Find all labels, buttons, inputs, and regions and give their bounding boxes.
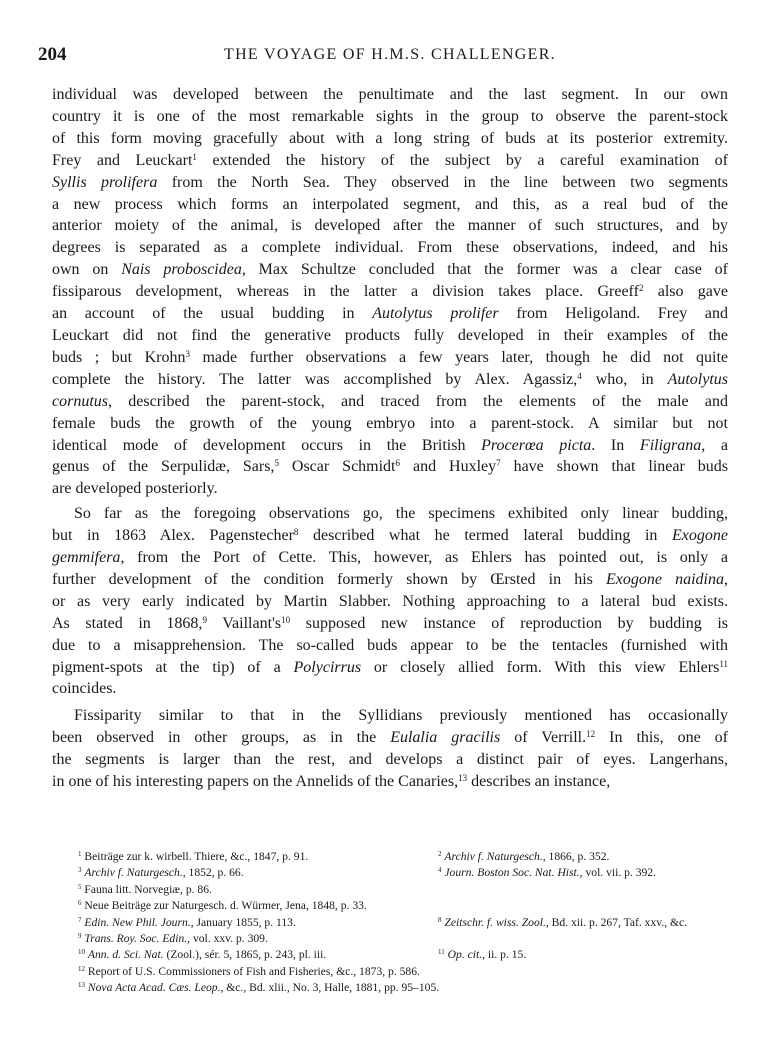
text-line: Syllis prolifera from the North Sea. They observed in the line between two segments — [52, 173, 728, 191]
text-line: in one of his interesting papers on the Annelids of the Canaries,$^{13}$ describes an instance, — [52, 773, 611, 791]
footnotes — [78, 849, 728, 997]
footnote-ref: 10 — [78, 948, 85, 957]
footnote: $^8$ Zeitschr. f. wiss. Zool., Bd. xii. p. 267, Taf. xxv., &c. — [438, 915, 688, 929]
footnote-ref: 11 — [719, 658, 728, 669]
text-line: genus of the Serpulidæ, Sars,$^5$ Oscar Schmidt$^6$ and Huxley$^7$ have shown that linear buds — [52, 458, 729, 476]
running-title: THE VOYAGE OF H.M.S. CHALLENGER. — [224, 46, 556, 63]
footnote-ref: 7 — [496, 458, 501, 469]
text-line: a new process which forms an interpolated segment, and this, as a real bud of the — [52, 195, 728, 213]
text-line: own on Nais proboscidea, Max Schultze concluded that the former was a clear case of — [52, 261, 728, 279]
text-line: are developed posteriorly. — [52, 480, 218, 498]
footnote-ref: 3 — [185, 348, 190, 359]
italic-text: Nova Acta Acad. Cæs. Leop. — [87, 981, 221, 995]
footnote: $^4$ Journ. Boston Soc. Nat. Hist., vol. vii. p. 392. — [438, 866, 656, 880]
footnote: $^{13}$ Nova Acta Acad. Cæs. Leop., &c., Bd. xlii., No. 3, Halle, 1881, pp. 95–105. — [78, 981, 440, 995]
footnote-row — [78, 980, 728, 996]
paragraph — [52, 705, 728, 793]
footnote: $^{11}$ Op. cit., ii. p. 15. — [438, 948, 527, 962]
text-line: fissiparous development, whereas in the latter a division takes place. Greeff$^2$ also gave — [52, 283, 729, 301]
text-line: Fissiparity similar to that in the Syllidians previously mentioned has occasionally — [74, 707, 728, 725]
text-line: or as very early indicated by Martin Slabber. Nothing approaching to a lateral bud exists. — [52, 592, 728, 610]
italic-text: Journ. Boston Soc. Nat. Hist. — [444, 866, 580, 880]
paragraph — [52, 503, 728, 700]
body-text — [52, 84, 728, 793]
page-number: 204 — [38, 44, 67, 65]
italic-text: Zeitschr. f. wiss. Zool. — [444, 915, 546, 929]
text-line: due to a misapprehension. The so-called buds appear to be the tentacles (furnished with — [52, 636, 728, 654]
text-line: individual was developed between the penultimate and the last segment. In our own — [52, 86, 728, 103]
italic-text: Ann. d. Sci. Nat. — [87, 948, 164, 962]
italic-text: Nais proboscidea — [121, 261, 242, 279]
text-line: pigment-spots at the tip) of a Polycirrus or closely allied form. With this view Ehlers$^{11}$ — [52, 658, 728, 676]
footnote-ref: 1 — [192, 151, 197, 162]
footnote: $^2$ Archiv f. Naturgesch., 1866, p. 352. — [438, 850, 610, 863]
italic-text: Trans. Roy. Soc. Edin. — [84, 931, 188, 945]
footnote-row — [78, 882, 728, 898]
text-line: the segments is larger than the rest, and develops a distinct pair of eyes. Langerhans, — [52, 751, 728, 769]
footnote: $^9$ Trans. Roy. Soc. Edin., vol. xxv. p. 309. — [78, 931, 268, 945]
italic-text: Op. cit. — [447, 948, 483, 962]
footnote-ref: 2 — [438, 850, 442, 858]
italic-text: Eulalia gracilis — [390, 729, 501, 747]
text-line: As stated in 1868,$^9$ $Vaillant's^{10}$ supposed new instance of reproduction by budding is — [52, 614, 729, 632]
text-line: anterior moiety of the animal, is developed after the manner of such structures, and by — [52, 217, 728, 235]
text-line: So far as the foregoing observations go, the specimens exhibited only linear budding, — [74, 505, 728, 523]
footnote-ref: 5 — [78, 882, 82, 891]
footnote-ref: 8 — [293, 527, 299, 538]
footnote-ref: 12 — [586, 729, 596, 740]
footnote-ref: 13 — [78, 981, 85, 990]
footnote: $^1$ Beiträge zur k. wirbell. Thiere, &c., 1847, p. 91. — [78, 850, 309, 863]
italic-text: Polycirrus — [293, 658, 362, 676]
text-line: but in 1863 Alex. Pagenstecher$^8$ described what he termed lateral budding in Exogone — [52, 527, 728, 545]
text-line: of this form moving gracefully about with a long string of buds at its posterior extremity. — [52, 129, 728, 147]
footnote-ref: 2 — [638, 283, 644, 294]
footnote-ref: 12 — [78, 964, 85, 973]
footnote-ref: 5 — [274, 458, 279, 469]
text-line: degrees is separated as a complete individual. From these observations, indeed, and his — [52, 239, 728, 257]
footnote-ref: 9 — [202, 614, 207, 625]
footnote: $^7$ Edin. New Phil. Journ., January 1855, p. 113. — [78, 915, 296, 929]
footnote-ref: 13 — [458, 773, 468, 784]
text-line: an account of the usual budding in Autolytus prolifer from Heligoland. Frey and — [52, 305, 728, 323]
paragraph — [52, 84, 728, 500]
footnote-ref: 8 — [438, 915, 442, 924]
footnote-ref: 10 — [281, 614, 291, 625]
italic-text: gemmifera — [52, 549, 121, 567]
italic-text: Syllis prolifera — [52, 173, 158, 191]
text-line: country it is one of the most remarkable sights in the group to observe the parent-stock — [52, 107, 728, 125]
italic-text: Archiv f. Naturgesch. — [84, 866, 183, 880]
footnote-ref: 3 — [78, 866, 82, 875]
footnote-ref: 6 — [395, 458, 401, 469]
footnote-ref: 4 — [438, 866, 442, 875]
footnote: $^{10}$ Ann. d. Sci. Nat. (Zool.), sér. 5, 1865, p. 243, pl. iii. — [78, 948, 327, 962]
italic-text: Exogone — [672, 527, 728, 545]
footnote-row — [78, 947, 728, 963]
text-line: gemmifera, from the Port of Cette. This, however, as Ehlers has pointed out, is only a — [52, 549, 728, 567]
text-line: complete the history. The latter was accomplished by Alex. Agassiz,$^4$ who, in Autolytus — [52, 370, 729, 388]
footnote: $^6$ Neue Beiträge zur Naturgesch. d. Würmer, Jena, 1848, p. 33. — [78, 899, 367, 913]
italic-text: Procerœa picta — [481, 436, 592, 454]
italic-text: Exogone naidina — [606, 570, 725, 588]
text-line: female buds the growth of the young embryo into a parent-stock. A similar but not — [52, 414, 728, 432]
text-line: cornutus, described the parent-stock, and traced from the elements of the male and — [52, 392, 728, 410]
footnote-ref: 4 — [577, 370, 582, 381]
italic-text: Autolytus — [667, 370, 729, 388]
text-line: identical mode of development occurs in the British Procerœa picta. In Filigrana, a — [52, 436, 729, 454]
italic-text: Edin. New Phil. Journ. — [84, 915, 191, 929]
text-line: been observed in other groups, as in the Eulalia gracilis of Verrill.$^{12}$ In this, one of — [52, 729, 729, 747]
footnote-row — [78, 964, 728, 980]
footnote: $^5$ Fauna litt. Norvegiæ, p. 86. — [78, 882, 212, 896]
footnote-ref: 11 — [438, 948, 445, 957]
footnote-ref: 9 — [78, 931, 82, 940]
footnote-row — [78, 931, 728, 947]
italic-text: cornutus — [52, 392, 108, 410]
footnote-row — [78, 849, 728, 865]
footnote-ref: 7 — [78, 915, 82, 924]
footnote-row — [78, 915, 728, 931]
text-line: Leuckart did not find the generative products fully developed in their examples of the — [52, 326, 728, 344]
text-line: coincides. — [52, 680, 117, 698]
italic-text: Archiv f. Naturgesch. — [444, 850, 543, 863]
text-line: Frey and Leuckart$^1$ extended the history of the subject by a careful examination of — [52, 151, 729, 169]
running-header — [38, 44, 742, 68]
italic-text: Autolytus prolifer — [372, 305, 499, 323]
footnote: $^{12}$ Report of U.S. Commissioners of Fish and Fisheries, &c., 1873, p. 586. — [78, 964, 420, 978]
text-line: buds ; but Krohn$^3$ made further observations a few years later, though he did not quite — [52, 348, 729, 366]
footnote-ref: 6 — [78, 899, 82, 908]
footnote-row — [78, 865, 728, 881]
footnote: $^3$ Archiv f. Naturgesch., 1852, p. 66. — [78, 866, 244, 880]
italic-text: Filigrana — [639, 436, 702, 454]
footnote-ref: 1 — [78, 850, 82, 858]
text-line: further development of the condition formerly shown by Œrsted in his Exogone naidina, — [52, 570, 729, 588]
footnote-row — [78, 898, 728, 914]
